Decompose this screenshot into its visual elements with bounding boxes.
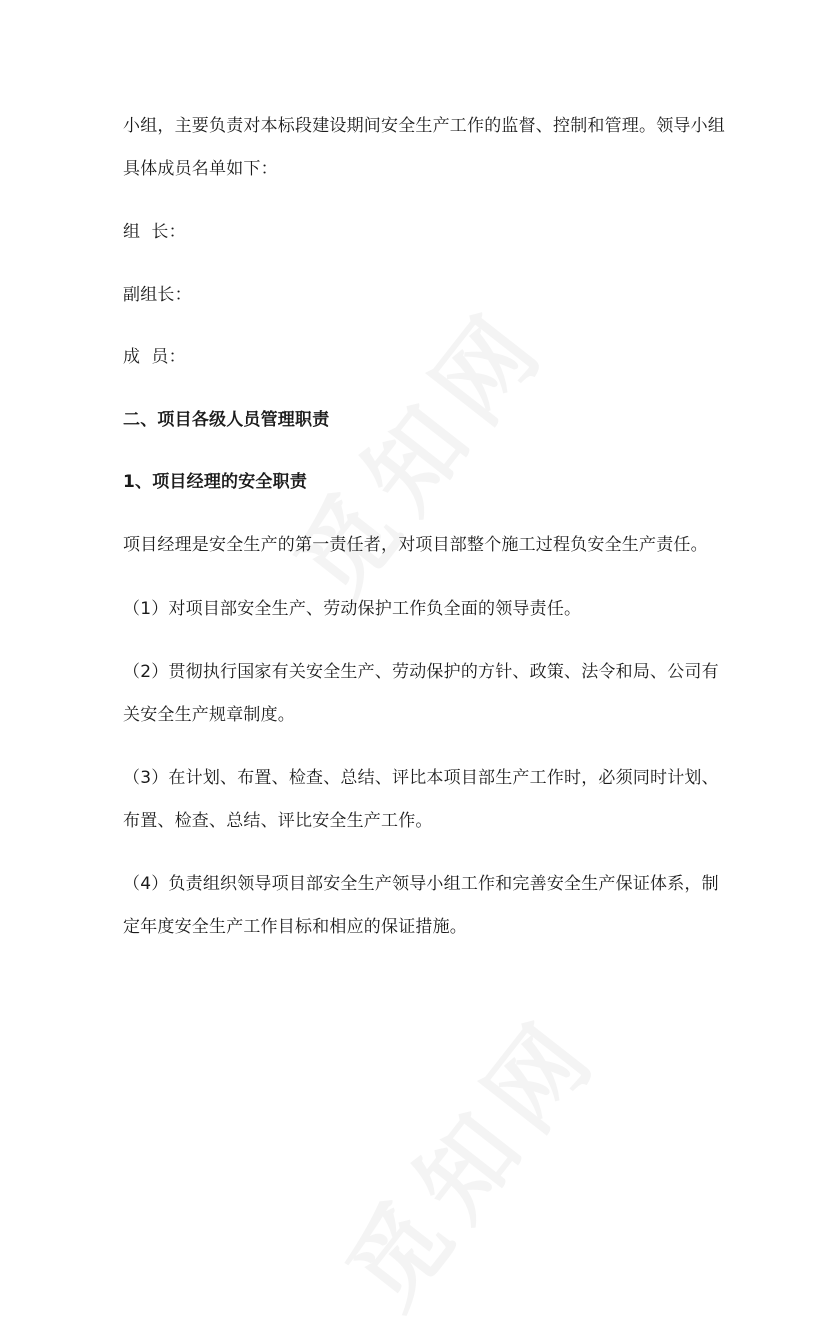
item-3-line-1: （3）在计划、布置、检查、总结、评比本项目部生产工作时，必须同时计划、 <box>123 768 719 788</box>
subsection-heading: 1、项目经理的安全职责 <box>123 472 308 492</box>
watermark-bottom <box>311 982 626 1331</box>
item-2-line-1: （2）贯彻执行国家有关安全生产、劳动保护的方针、政策、法令和局、公司有 <box>123 662 719 682</box>
item-4-line-2: 定年度安全生产工作目标和相应的保证措施。 <box>123 917 467 937</box>
intro-line-2: 具体成员名单如下： <box>123 159 278 179</box>
section-heading: 二、项目各级人员管理职责 <box>123 410 330 430</box>
item-4-line-1: （4）负责组织领导项目部安全生产领导小组工作和完善安全生产保证体系，制 <box>123 874 719 894</box>
role-leader: 组 长： <box>123 222 186 242</box>
watermark-main <box>259 274 574 623</box>
item-2-line-2: 关安全生产规章制度。 <box>123 705 295 725</box>
intro-line-1: 小组，主要负责对本标段建设期间安全生产工作的监督、控制和管理。领导小组 <box>123 116 725 136</box>
role-member: 成 员： <box>123 347 186 367</box>
lead-statement: 项目经理是安全生产的第一责任者，对项目部整个施工过程负安全生产责任。 <box>123 535 708 555</box>
item-3-line-2: 布置、检查、总结、评比安全生产工作。 <box>123 811 433 831</box>
item-1-line-1: （1）对项目部安全生产、劳动保护工作负全面的领导责任。 <box>123 599 582 619</box>
role-deputy: 副组长： <box>123 285 192 305</box>
